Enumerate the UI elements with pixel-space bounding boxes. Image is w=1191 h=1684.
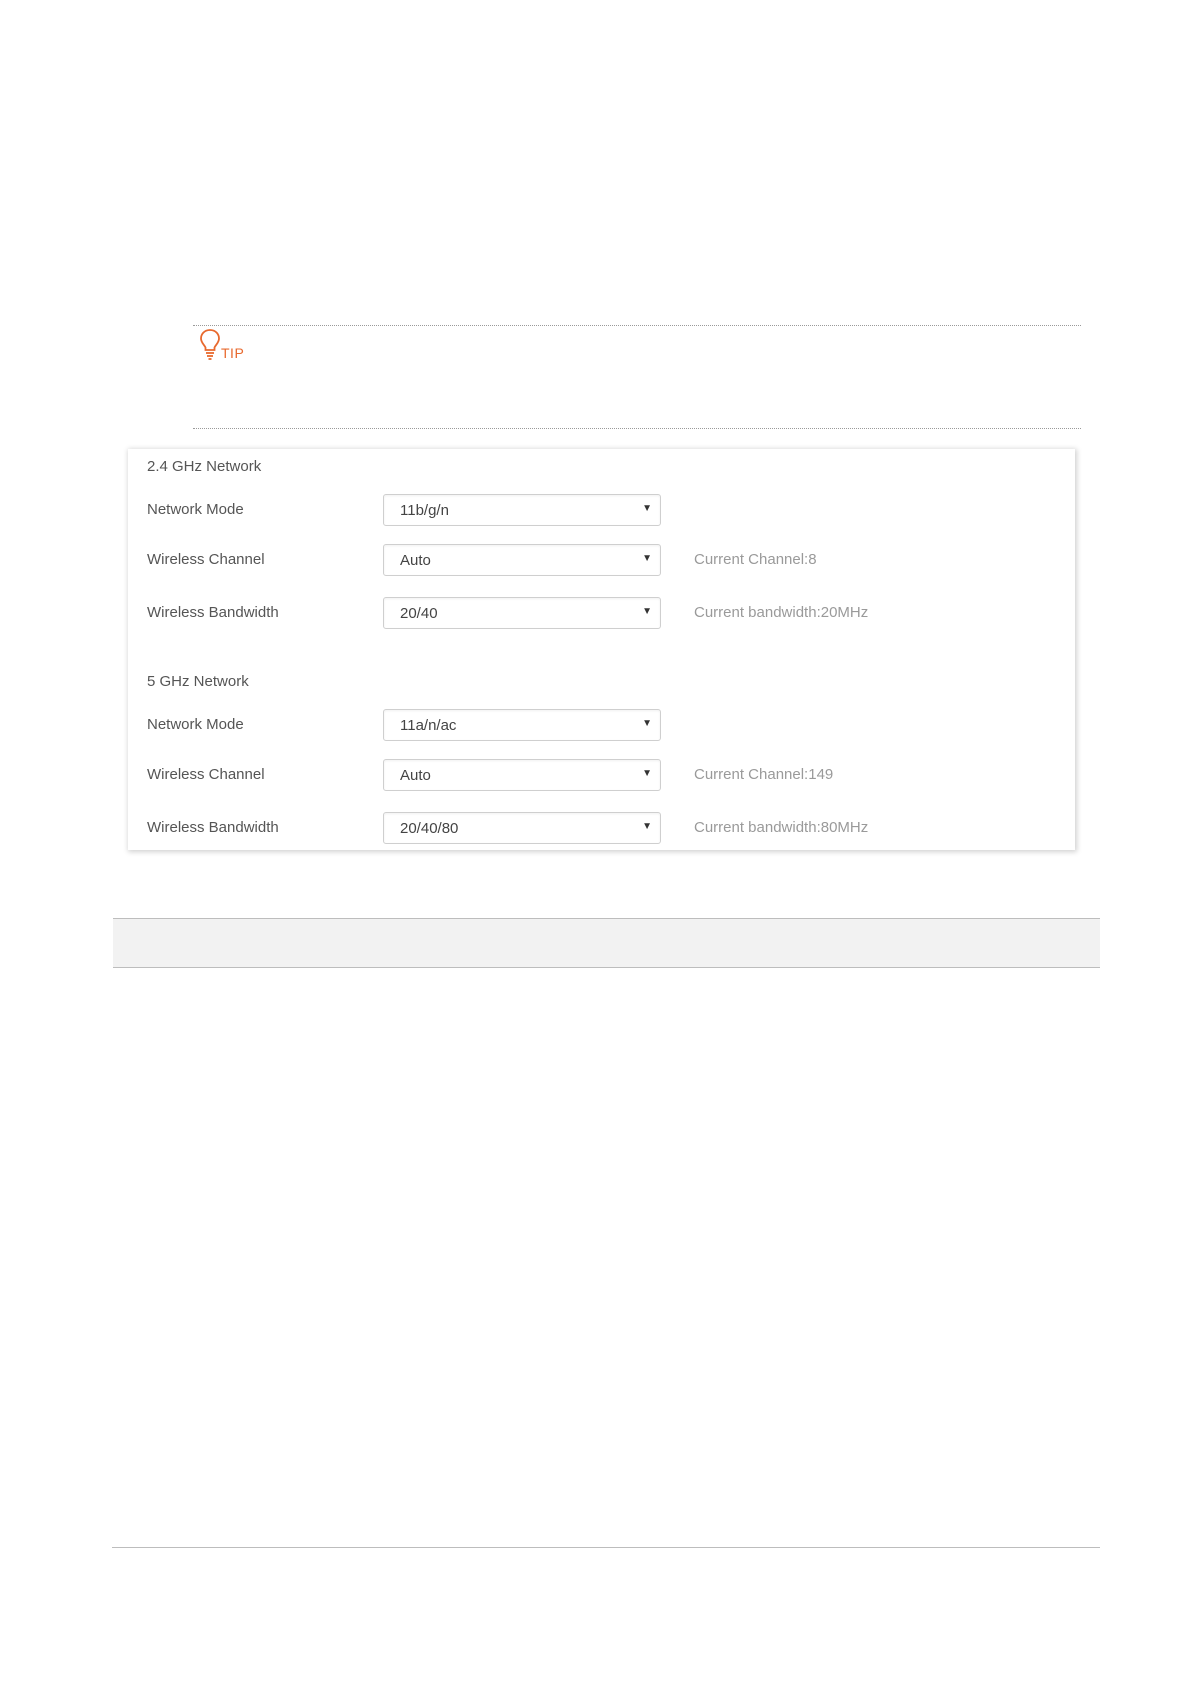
- lightbulb-icon: [199, 328, 221, 362]
- band-24-network-mode-value: 11b/g/n: [400, 502, 449, 519]
- band-5-current-bandwidth: Current bandwidth:80MHz: [694, 819, 869, 836]
- band-24-bandwidth-select[interactable]: [383, 597, 661, 629]
- caret-down-icon: ▼: [642, 503, 652, 514]
- band-5-channel-value: Auto: [400, 767, 431, 784]
- caret-down-icon: ▼: [642, 606, 652, 617]
- band-24-channel-label: Wireless Channel: [147, 551, 265, 568]
- band-24-channel-select[interactable]: [383, 544, 661, 576]
- band-24-title: 2.4 GHz Network: [147, 458, 262, 475]
- band-5-channel-label: Wireless Channel: [147, 766, 265, 783]
- band-5-network-mode-value: 11a/n/ac: [400, 717, 457, 734]
- band-5-bandwidth-label: Wireless Bandwidth: [147, 819, 279, 836]
- wireless-settings-panel: [128, 449, 1075, 850]
- caret-down-icon: ▼: [642, 553, 652, 564]
- band-5-current-channel: Current Channel:149: [694, 766, 834, 783]
- band-24-channel-value: Auto: [400, 552, 431, 569]
- tip-top-divider: [193, 325, 1081, 326]
- band-24-current-channel: Current Channel:8: [694, 551, 817, 568]
- band-5-bandwidth-select[interactable]: [383, 812, 661, 844]
- band-24-network-mode-select[interactable]: [383, 494, 661, 526]
- caret-down-icon: ▼: [642, 718, 652, 729]
- footer-divider: [112, 1547, 1100, 1548]
- band-5-bandwidth-value: 20/40/80: [400, 820, 459, 837]
- band-24-current-bandwidth: Current bandwidth:20MHz: [694, 604, 869, 621]
- band-24-network-mode-label: Network Mode: [147, 501, 244, 518]
- caret-down-icon: ▼: [642, 768, 652, 779]
- band-5-channel-select[interactable]: [383, 759, 661, 791]
- band-5-title: 5 GHz Network: [147, 673, 249, 690]
- band-24-bandwidth-value: 20/40: [400, 605, 438, 622]
- band-24-bandwidth-label: Wireless Bandwidth: [147, 604, 279, 621]
- tip-bottom-divider: [193, 428, 1081, 429]
- table-header-bar: [113, 918, 1100, 968]
- tip-label: TIP: [221, 345, 245, 361]
- band-5-network-mode-label: Network Mode: [147, 716, 244, 733]
- band-5-network-mode-select[interactable]: [383, 709, 661, 741]
- caret-down-icon: ▼: [642, 821, 652, 832]
